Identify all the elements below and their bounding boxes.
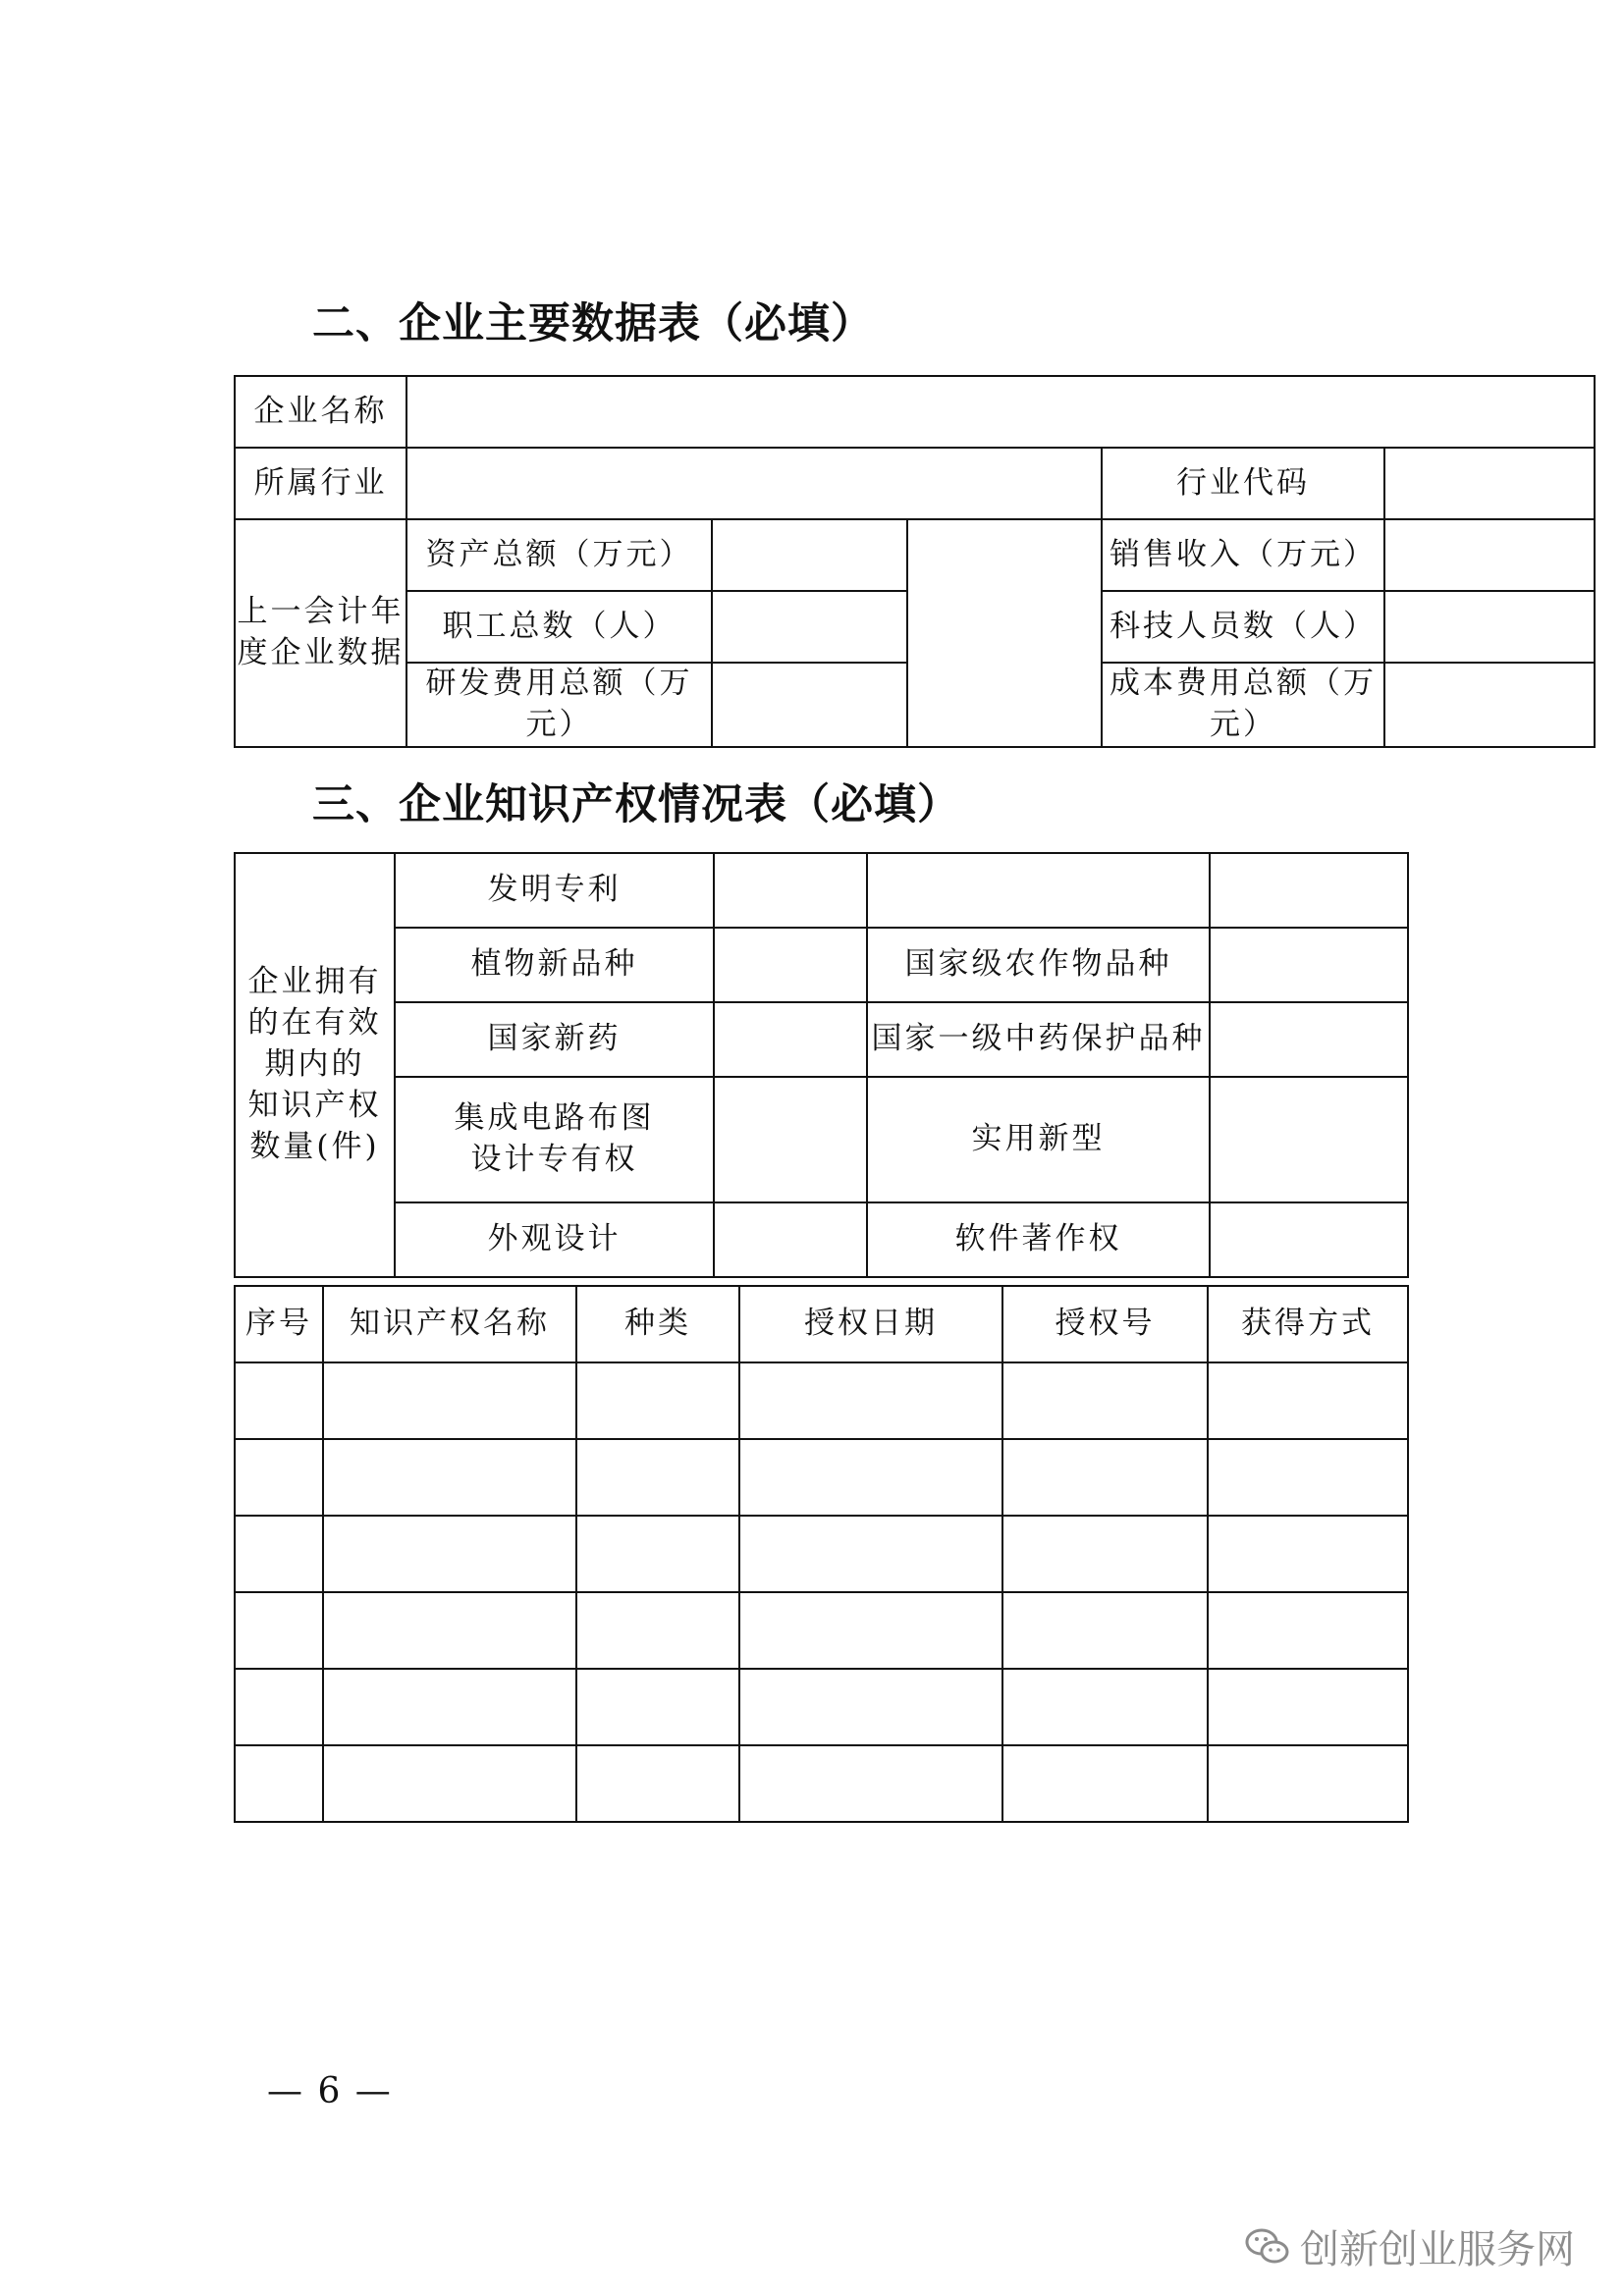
- input-seq[interactable]: [235, 1362, 323, 1439]
- input-ip-name[interactable]: [323, 1745, 576, 1822]
- input-grant-date[interactable]: [739, 1516, 1002, 1592]
- page-number: — 6 —: [267, 2071, 393, 2111]
- label-last-year-data: [235, 519, 406, 747]
- label-tech-staff: 科技人员数（人）: [1102, 591, 1384, 663]
- input-ip-name[interactable]: [323, 1592, 576, 1669]
- ic-layout-line1: 集成电路布图: [454, 1100, 655, 1137]
- section-3-title: 三、企业知识产权情况表（必填）: [312, 780, 960, 829]
- input-total-assets[interactable]: [712, 519, 907, 591]
- input-industry[interactable]: [406, 448, 1102, 519]
- label-total-employees: 职工总数（人）: [406, 591, 712, 663]
- input-type[interactable]: [576, 1592, 739, 1669]
- input-total-cost[interactable]: [1384, 663, 1595, 747]
- header-type: 种类: [576, 1286, 739, 1362]
- label-rd-expenses: 研发费用总额（万元）: [406, 663, 712, 747]
- input-total-employees[interactable]: [712, 591, 907, 663]
- input-ip-name[interactable]: [323, 1669, 576, 1745]
- input-sales-revenue[interactable]: [1384, 519, 1595, 591]
- label-tcm-protected: 国家一级中药保护品种: [867, 1002, 1210, 1077]
- input-acquisition-method[interactable]: [1208, 1516, 1408, 1592]
- side-label-line3: 期内的: [264, 1046, 365, 1083]
- ip-list-table: [234, 1285, 1409, 1823]
- input-rd-expenses[interactable]: [712, 663, 907, 747]
- table-row: [235, 1516, 1408, 1592]
- side-label-line2: 的在有效: [247, 1005, 382, 1041]
- input-grant-number[interactable]: [1002, 1516, 1208, 1592]
- spacer-cell: [907, 519, 1102, 591]
- input-type[interactable]: [576, 1669, 739, 1745]
- input-company-name[interactable]: [406, 376, 1595, 448]
- ic-layout-line2: 设计专有权: [470, 1142, 638, 1177]
- label-last-year-line1: 上一会计年: [237, 594, 405, 629]
- input-grant-date[interactable]: [739, 1362, 1002, 1439]
- input-grant-date[interactable]: [739, 1669, 1002, 1745]
- table-row: [235, 1439, 1408, 1516]
- table-row: [235, 1362, 1408, 1439]
- label-ic-layout: [395, 1077, 714, 1202]
- label-national-new-drug: 国家新药: [395, 1002, 714, 1077]
- label-company-name: 企业名称: [235, 376, 406, 448]
- input-plant-variety[interactable]: [714, 928, 867, 1002]
- label-ip-count: [235, 853, 395, 1277]
- label-invention-patent: 发明专利: [395, 853, 714, 928]
- input-acquisition-method[interactable]: [1208, 1592, 1408, 1669]
- input-grant-number[interactable]: [1002, 1592, 1208, 1669]
- input-ip-name[interactable]: [323, 1516, 576, 1592]
- input-type[interactable]: [576, 1439, 739, 1516]
- input-ip-name[interactable]: [323, 1439, 576, 1516]
- input-national-new-drug[interactable]: [714, 1002, 867, 1077]
- input-seq[interactable]: [235, 1669, 323, 1745]
- input-grant-number[interactable]: [1002, 1439, 1208, 1516]
- header-ip-name: 知识产权名称: [323, 1286, 576, 1362]
- input-invention-patent[interactable]: [714, 853, 867, 928]
- header-acquisition-method: 获得方式: [1208, 1286, 1408, 1362]
- input-seq[interactable]: [235, 1439, 323, 1516]
- table-row: [235, 1669, 1408, 1745]
- input-utility-model[interactable]: [1210, 1077, 1408, 1202]
- section-2-title: 二、企业主要数据表（必填）: [312, 299, 874, 348]
- label-design: 外观设计: [395, 1202, 714, 1277]
- label-total-cost: 成本费用总额（万元）: [1102, 663, 1384, 747]
- header-grant-date: 授权日期: [739, 1286, 1002, 1362]
- input-seq[interactable]: [235, 1592, 323, 1669]
- input-seq[interactable]: [235, 1516, 323, 1592]
- input-national-crop-variety[interactable]: [1210, 928, 1408, 1002]
- input-type[interactable]: [576, 1516, 739, 1592]
- label-industry: 所属行业: [235, 448, 406, 519]
- label-software-copyright: 软件著作权: [867, 1202, 1210, 1277]
- input-grant-number[interactable]: [1002, 1669, 1208, 1745]
- input-ip-name[interactable]: [323, 1362, 576, 1439]
- header-seq: 序号: [235, 1286, 323, 1362]
- label-sales-revenue: 销售收入（万元）: [1102, 519, 1384, 591]
- input-software-copyright[interactable]: [1210, 1202, 1408, 1277]
- ip-list-header: [235, 1286, 1408, 1362]
- label-utility-model: 实用新型: [867, 1077, 1210, 1202]
- table-row: [235, 1592, 1408, 1669]
- company-data-table: [234, 375, 1596, 748]
- side-label-line4: 知识产权: [247, 1087, 382, 1123]
- input-grant-number[interactable]: [1002, 1362, 1208, 1439]
- input-acquisition-method[interactable]: [1208, 1669, 1408, 1745]
- input-blank-label[interactable]: [867, 853, 1210, 928]
- input-grant-number[interactable]: [1002, 1745, 1208, 1822]
- input-design[interactable]: [714, 1202, 867, 1277]
- spacer-cell: [907, 663, 1102, 747]
- input-seq[interactable]: [235, 1745, 323, 1822]
- input-blank-value[interactable]: [1210, 853, 1408, 928]
- input-ic-layout[interactable]: [714, 1077, 867, 1202]
- side-label-line5: 数量(件): [249, 1128, 380, 1164]
- input-grant-date[interactable]: [739, 1592, 1002, 1669]
- input-type[interactable]: [576, 1362, 739, 1439]
- side-label-line1: 企业拥有: [247, 964, 382, 1000]
- input-acquisition-method[interactable]: [1208, 1439, 1408, 1516]
- input-grant-date[interactable]: [739, 1745, 1002, 1822]
- input-acquisition-method[interactable]: [1208, 1745, 1408, 1822]
- input-tech-staff[interactable]: [1384, 591, 1595, 663]
- watermark-text: 创新创业服务网: [1300, 2227, 1575, 2272]
- input-grant-date[interactable]: [739, 1439, 1002, 1516]
- label-industry-code: 行业代码: [1102, 448, 1384, 519]
- spacer-cell: [907, 591, 1102, 663]
- label-plant-variety: 植物新品种: [395, 928, 714, 1002]
- label-last-year-line2: 度企业数据: [237, 634, 405, 670]
- wechat-icon: [1245, 2227, 1290, 2267]
- table-row: [235, 1745, 1408, 1822]
- ip-count-table: [234, 852, 1409, 1278]
- input-acquisition-method[interactable]: [1208, 1362, 1408, 1439]
- label-national-crop-variety: 国家级农作物品种: [867, 928, 1210, 1002]
- watermark: [1245, 2218, 1575, 2274]
- input-tcm-protected[interactable]: [1210, 1002, 1408, 1077]
- label-total-assets: 资产总额（万元）: [406, 519, 712, 591]
- header-grant-number: 授权号: [1002, 1286, 1208, 1362]
- input-industry-code[interactable]: [1384, 448, 1595, 519]
- input-type[interactable]: [576, 1745, 739, 1822]
